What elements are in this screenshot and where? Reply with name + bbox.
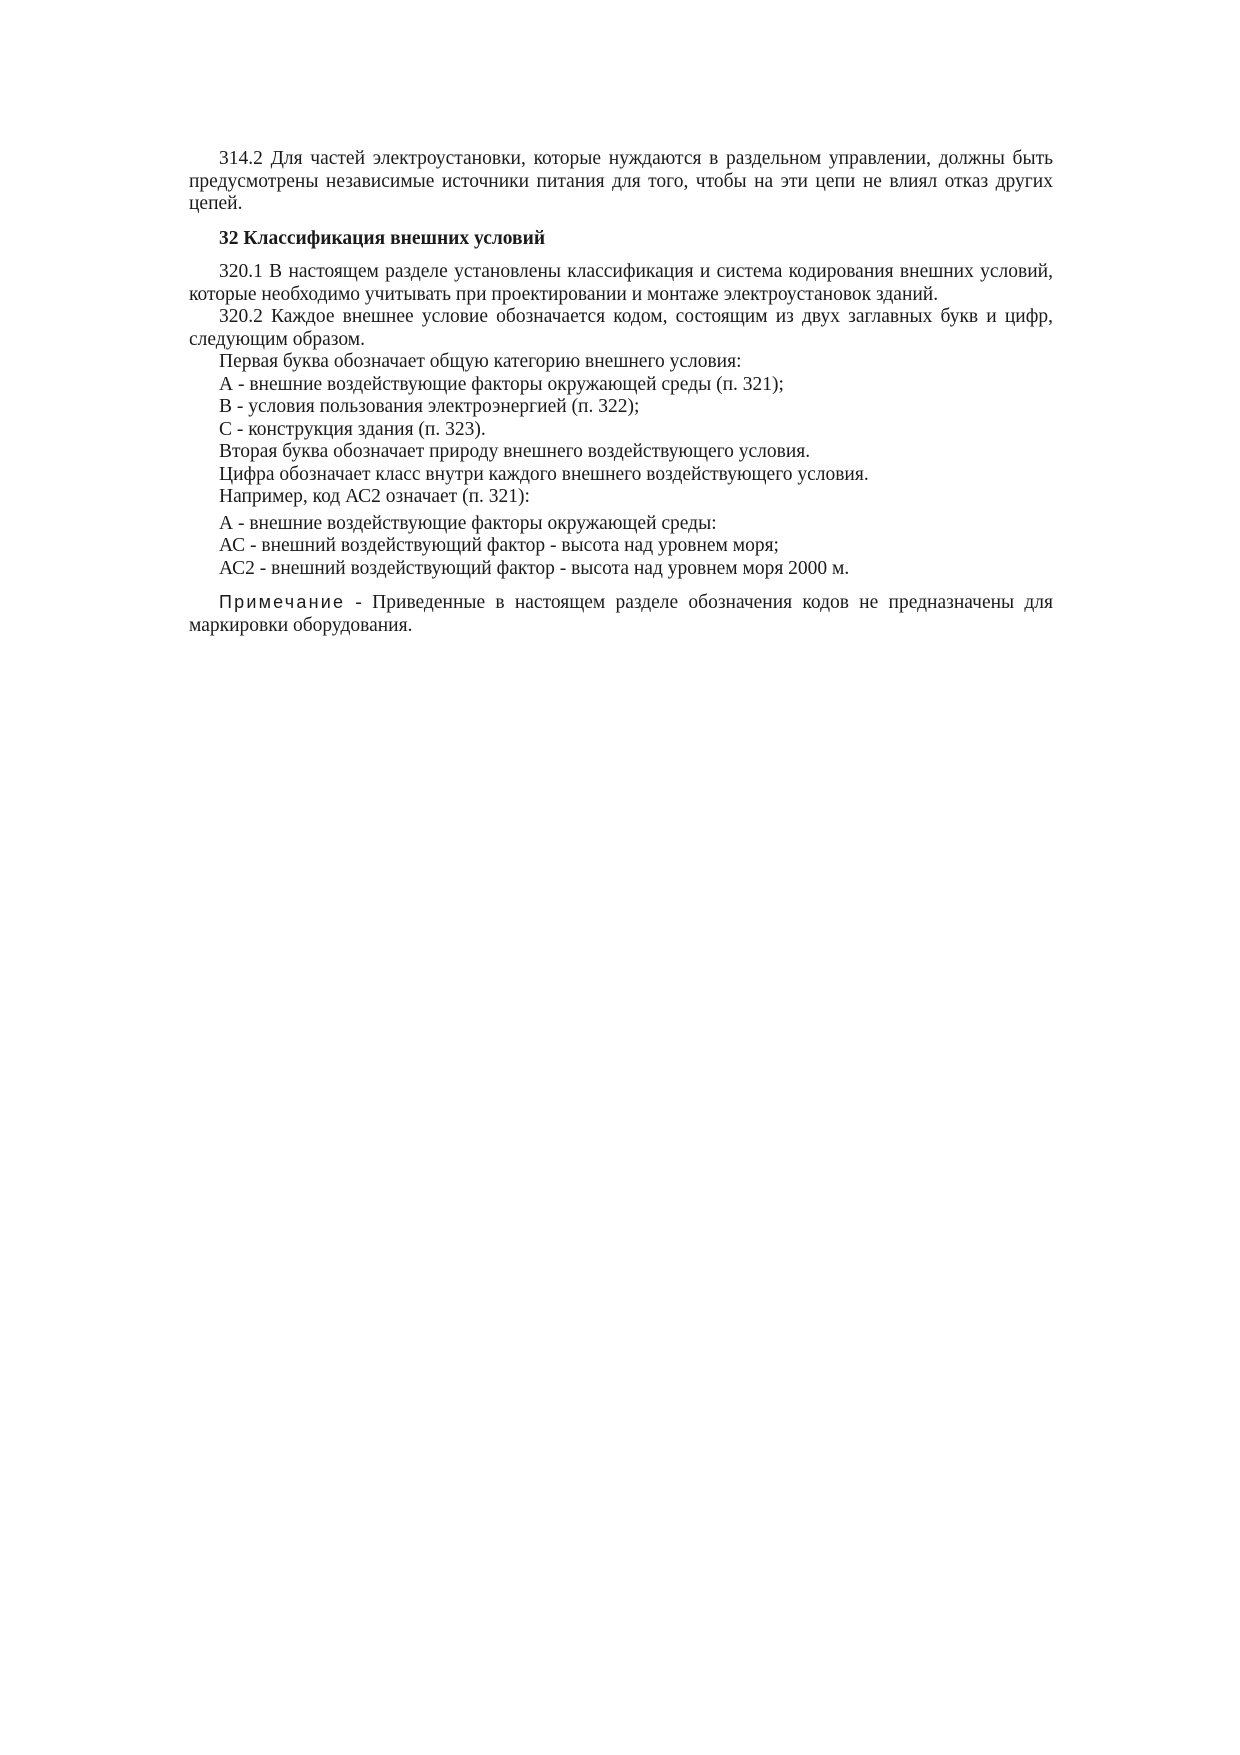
first-letter-description: Первая буква обозначает общую категорию внешнего условия: — [219, 351, 742, 372]
example-ac2: АС2 - внешний воздействующий фактор - высота над уровнем моря 2000 м. — [219, 557, 850, 579]
paragraph-320-2: 320.2 Каждое внешнее условие обозначается кодом, состоящим из двух заглавных букв и цифр, следующим образом. — [189, 306, 1053, 350]
example-a: А - внешние воздействующие факторы окружающей среды: — [219, 512, 717, 534]
category-item-b: В - условия пользования электроэнергией (п. 322); — [219, 396, 640, 417]
note-text: - Приведенные в настоящем разделе обозначения кодов не предназначены для маркировки оборудования. — [189, 592, 1053, 636]
example-ac: АС - внешний воздействующий фактор - высота над уровнем моря; — [219, 535, 779, 556]
category-item-a: А - внешние воздействующие факторы окружающей среды (п. 321); — [219, 373, 784, 395]
document-page — [189, 148, 1053, 637]
paragraph-320-1: 320.1 В настоящем разделе установлены классификация и система кодирования внешних условий, которые необходимо учитывать при проектировании и монтаже электроустановок зданий. — [189, 261, 1053, 305]
note-label: Примечание — [219, 592, 346, 612]
second-letter-description: Вторая буква обозначает природу внешнего воздействующего условия. — [219, 441, 811, 462]
note-paragraph — [189, 591, 1053, 637]
digit-description: Цифра обозначает класс внутри каждого внешнего воздействующего условия. — [219, 463, 869, 485]
category-item-c: С - конструкция здания (п. 323). — [219, 418, 486, 440]
paragraph-314-2: 314.2 Для частей электроустановки, которые нуждаются в раздельном управлении, должны быть предусмотрены независимые источники питания для того, чтобы на эти цепи не влиял отказ других цепей. — [189, 148, 1053, 214]
example-intro: Например, код АС2 означает (п. 321): — [219, 486, 530, 507]
section-heading-32: 32 Классификация внешних условий — [219, 227, 546, 249]
